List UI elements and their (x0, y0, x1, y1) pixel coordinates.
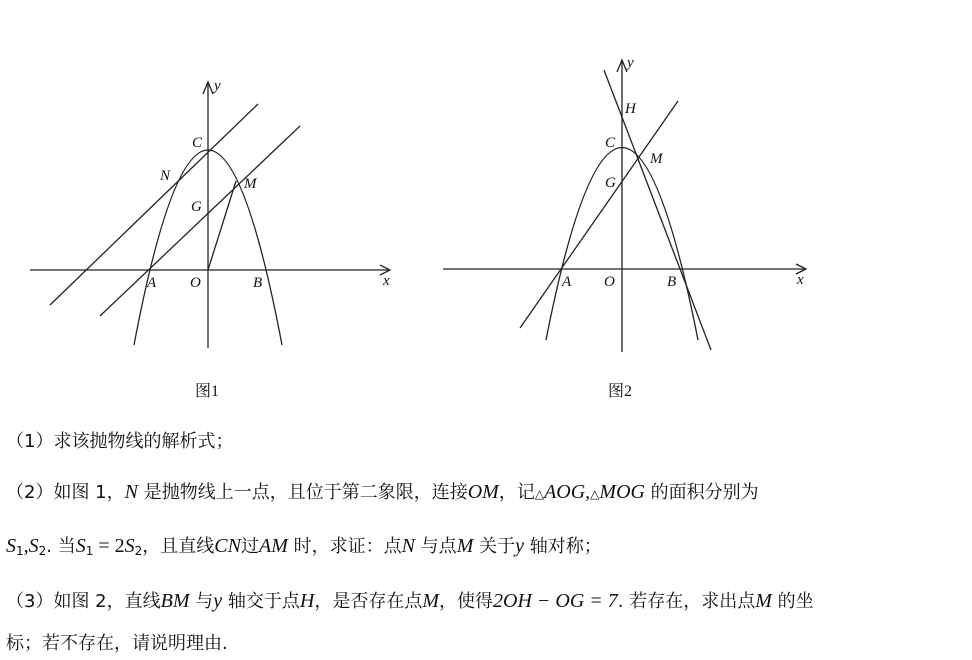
point-o-label: O (190, 275, 201, 291)
question-3-line-1 (6, 590, 814, 613)
point-o-label: O (604, 274, 615, 290)
q2-eq-mid: = 2 (93, 535, 125, 557)
figure-2 (430, 0, 820, 405)
x-axis-label: x (797, 272, 804, 288)
q2-s2-sub: 2 (38, 544, 47, 558)
point-h-label: H (625, 101, 636, 117)
q3-text-c: 轴交于点 (222, 591, 300, 612)
q2-s1: S (6, 535, 16, 557)
point-a-label: A (147, 275, 157, 291)
q2-text-f: ，且直线 (142, 536, 215, 557)
q3-line-bm: BM (160, 590, 190, 612)
q3-equation: 2OH − OG = 7 (493, 590, 618, 612)
q2-point-n-2: N (401, 535, 415, 557)
question-1 (6, 431, 233, 453)
figure-1 (0, 0, 420, 405)
q2-segment-om: OM (467, 481, 499, 503)
q2-y-axis: y (515, 535, 524, 557)
triangle-symbol: △ (590, 487, 600, 501)
point-m-label: M (650, 151, 663, 167)
q2-eq-s1: S (75, 535, 86, 557)
point-g-label: G (191, 199, 202, 215)
question-1-text: （1）求该抛物线的解析式； (6, 431, 234, 452)
q2-triangle-mog: MOG (599, 481, 645, 503)
point-c-label: C (192, 135, 203, 151)
q2-comma: , (23, 535, 29, 557)
figure-2-caption: 图2 (608, 383, 633, 400)
q2-point-n: N (124, 481, 138, 503)
q2-text-a: （2）如图 1， (6, 482, 125, 503)
q3-text-line-2: 标；若不存在，请说明理由. (6, 633, 228, 654)
figure-1-caption: 图1 (195, 383, 220, 400)
q2-text-h: 时，求证：点 (287, 536, 402, 557)
q2-point-m: M (456, 535, 474, 557)
q2-text-j: 关于 (473, 536, 516, 557)
q2-triangle-aog: AOG, (544, 481, 591, 503)
q3-text-g: 的坐 (771, 591, 814, 612)
point-b-label: B (667, 274, 677, 290)
q3-y-axis: y (213, 590, 223, 612)
q2-eq-s2: S (124, 535, 135, 557)
q2-text-k: 轴对称； (523, 536, 602, 557)
point-b-label: B (253, 275, 263, 291)
point-n-label: N (160, 168, 171, 184)
point-m-label: M (244, 176, 257, 192)
triangle-symbol: △ (534, 487, 545, 501)
line-bm (604, 70, 711, 350)
q2-s1-sub: 1 (16, 544, 24, 558)
q2-text-d: 的面积分别为 (644, 482, 759, 503)
q3-text-d: ，是否存在点 (314, 591, 423, 612)
q3-point-m-2: M (755, 590, 772, 612)
q3-text-b: 与 (189, 591, 214, 612)
segment-om (208, 181, 236, 270)
y-axis-label: y (214, 78, 221, 94)
line-am (520, 101, 678, 328)
q2-eq-s2-sub: 2 (134, 544, 143, 558)
q3-point-h: H (299, 590, 315, 612)
q2-text-b: 是抛物线上一点，且位于第二象限，连接 (137, 482, 468, 503)
q3-point-m: M (422, 590, 440, 612)
q2-text-g: 过 (240, 536, 259, 557)
q2-text-e: . 当 (46, 536, 76, 557)
point-a-label: A (562, 274, 572, 290)
q2-text-c: ，记 (498, 482, 535, 503)
question-2-line-1 (6, 481, 759, 505)
q2-eq-s1-sub: 1 (85, 544, 94, 558)
point-c-label: C (605, 135, 616, 151)
q2-line-am: AM (258, 535, 288, 557)
point-g-label: G (605, 175, 616, 191)
q2-line-cn: CN (214, 535, 241, 557)
q3-text-e: ，使得 (439, 591, 494, 612)
y-axis-label: y (627, 55, 634, 71)
question-3-line-2 (6, 633, 228, 655)
q2-text-i: 与点 (414, 536, 457, 557)
x-axis-label: x (383, 273, 390, 289)
q2-s2: S (28, 535, 39, 557)
q3-text-a: （3）如图 2，直线 (6, 591, 161, 612)
q3-text-f: . 若存在，求出点 (617, 591, 756, 612)
question-2-line-2 (6, 535, 602, 562)
